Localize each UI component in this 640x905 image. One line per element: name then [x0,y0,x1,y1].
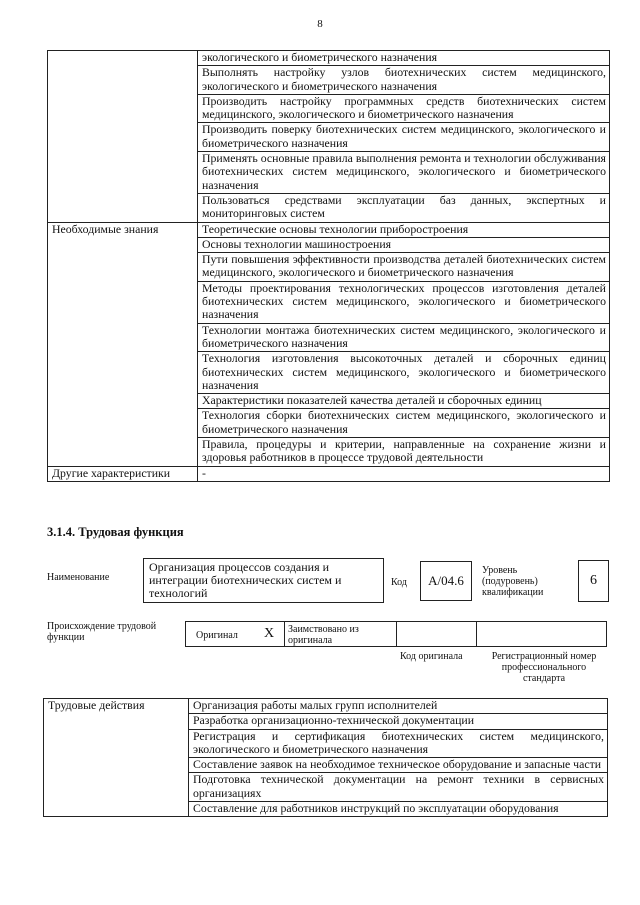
table-row [48,466,610,481]
original-label: Оригинал [196,630,238,641]
level-label: Уровень (подуровень) квалификации [482,565,544,598]
origin-label: Происхождение трудовой функции [47,621,157,643]
table-row [44,699,608,714]
list-item: Методы проектирования технологических процессов изготовления деталей биотехнических систем медицинского, экологического и биометрического назначения [198,281,610,323]
list-item: - [198,466,610,481]
list-item: Производить поверку биотехнических систем медицинского, экологического и биометрического назначения [198,123,610,152]
table-row [48,51,610,66]
list-item: Основы технологии машиностроения [198,237,610,252]
skills-knowledge-table [47,50,610,482]
code-original-caption: Код оригинала [400,651,463,662]
list-item: Выполнять настройку узлов биотехнических систем медицинского, экологического и биометрического назначения [198,66,610,95]
list-item: Пользоваться средствами эксплуатации баз данных, экспертных и мониторинговых систем [198,193,610,222]
list-item: Применять основные правила выполнения ремонта и технологии обслуживания биотехнических систем медицинского, экологического и биометрического назначения [198,152,610,194]
function-name-box: Организация процессов создания и интеграции биотехнических систем и технологий [143,558,384,603]
level-box: 6 [578,560,609,602]
row-label [48,51,198,223]
original-mark: X [264,626,275,641]
list-item: Производить настройку программных средств биотехнических систем медицинского, экологического и биометрического назначения [198,94,610,123]
reg-number-caption: Регистрационный номер профессионального стандарта [491,651,597,684]
table-row [48,222,610,237]
page-number: 8 [317,18,323,30]
list-item: Регистрация и сертификация биотехнических систем медицинского, экологического и биометрического назначения [189,729,608,758]
list-item: Составление заявок на необходимое техническое оборудование и запасные части [189,758,608,773]
list-item: Составление для работников инструкций по эксплуатации оборудования [189,802,608,817]
row-label-other: Другие характеристики [48,466,198,481]
code-label: Код [391,577,407,588]
list-item: Подготовка технической документации на ремонт техники в сервисных организациях [189,773,608,802]
list-item: Теоретические основы технологии приборостроения [198,222,610,237]
list-item: экологического и биометрического назначения [198,51,610,66]
list-item: Технология изготовления высокоточных деталей и сборочных единиц биотехнических систем медицинского, экологического и биометрического назначения [198,352,610,394]
origin-strip [185,621,607,647]
section-title: 3.1.4. Трудовая функция [47,525,184,539]
borrowed-label: Заимствовано из оригинала [288,624,359,646]
row-label-knowledge: Необходимые знания [48,222,198,466]
list-item: Разработка организационно-технической документации [189,714,608,729]
list-item: Пути повышения эффективности производства деталей биотехнических систем медицинского, экологического и биометрического назначения [198,253,610,282]
list-item: Характеристики показателей качества деталей и сборочных единиц [198,394,610,409]
labor-actions-table [43,698,608,817]
code-box: А/04.6 [420,561,472,601]
list-item: Правила, процедуры и критерии, направленные на сохранение жизни и здоровья работников в процессе трудовой деятельности [198,438,610,467]
list-item: Технология сборки биотехнических систем медицинского, экологического и биометрического назначения [198,409,610,438]
name-label: Наименование [47,572,110,583]
row-label-actions: Трудовые действия [44,699,189,817]
list-item: Технологии монтажа биотехнических систем медицинского, экологического и биометрического назначения [198,323,610,352]
list-item: Организация работы малых групп исполнителей [189,699,608,714]
